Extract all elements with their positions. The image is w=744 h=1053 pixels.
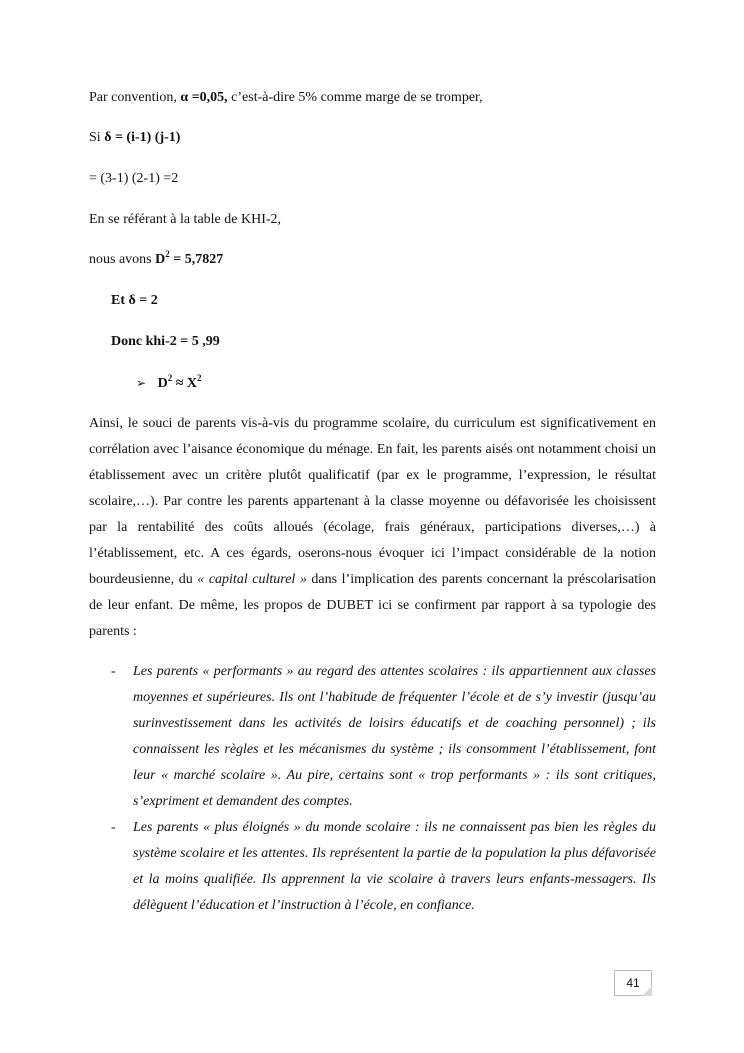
paragraph-text: Ainsi, le souci de parents vis-à-vis du programme scolaire, du curriculum est significativement en corrélation avec l’aisance économique du ménage. En fait, les parents aisés ont notamment choisi un établissement avec un critère plutôt qualificatif (par ex le programme, l’expression, le résultat scolaire,…). Par contre les parents appartenant à la classe moyenne ou défavorisée les choisissent par la rentabilité des coûts alloués (écolage, frais généraux, participations diverses,…) à l’établissement, etc. A ces égards, oserons-nous évoquer ici l’impact considérable de la notion bourdeusienne, du bbox=[89, 416, 656, 587]
khi-table-line: En se référant à la table de KHI-2, bbox=[89, 212, 282, 227]
delta-computation-line: = (3-1) (2-1) =2 bbox=[89, 171, 179, 186]
list-item bbox=[89, 815, 656, 919]
convention-rest: c’est-à-dire 5% comme marge de se tromper, bbox=[227, 90, 483, 105]
approx-formula: $D^2 \approx X^2$ bbox=[157, 373, 202, 391]
paragraph-end: dans l’implication des parents concernant la préscolarisation de leur enfant. De même, les propos de DUBET ici se confirment par rapport à sa typologie des parents : bbox=[89, 572, 656, 639]
dash-bullet: - bbox=[111, 664, 116, 679]
typology-list bbox=[89, 659, 656, 919]
d-squared-value: $D^2 = 5,7827$ bbox=[155, 249, 224, 267]
delta-formula-line bbox=[89, 129, 180, 147]
list-item-text: Les parents « performants » au regard des attentes scolaires : ils appartiennent aux classes moyennes et supérieures. Ils ont l’habitude de fréquenter l’école et de s’y investir (jusqu’au surinvestissement dans les activités de loisirs éducatifs et de coaching personnel) ; ils connaissent les règles et les mécanismes du système ; ils consomment l’établissement, font leur « marché scolaire ». Au pire, certains sont « trop performants » : ils sont critiques, s’expriment et demandent des comptes. bbox=[133, 664, 656, 809]
list-item bbox=[89, 659, 656, 815]
convention-text: Par convention, bbox=[89, 90, 181, 105]
d-squared-line bbox=[89, 251, 223, 269]
donc-khi-line: Donc khi-2 = 5 ,99 bbox=[111, 334, 220, 349]
page-number: 41 bbox=[614, 970, 652, 996]
et-delta-line: Et δ = 2 bbox=[111, 293, 158, 308]
conclusion-line bbox=[136, 374, 201, 393]
body-paragraph bbox=[89, 411, 656, 645]
capital-culturel: « capital culturel » bbox=[197, 572, 307, 587]
list-item-text: Les parents « plus éloignés » du monde scolaire : ils ne connaissent pas bien les règles du système scolaire et les attentes. Ils représentent la partie de la population la plus défavorisée et la moins qualifiée. Ils apprennent la vie scolaire à travers leurs enfants-messagers. Ils délèguent l’éducation et l’instruction à l’école, en confiance. bbox=[133, 820, 656, 913]
arrow-bullet-icon: ➢ bbox=[136, 376, 147, 390]
convention-line bbox=[89, 89, 483, 107]
alpha-value: α =0,05, bbox=[180, 90, 228, 105]
nous-avons-text: nous avons bbox=[89, 252, 156, 267]
delta-formula: δ = (i-1) (j-1) bbox=[104, 130, 181, 145]
dash-bullet: - bbox=[111, 820, 116, 835]
si-text: Si bbox=[89, 130, 105, 145]
